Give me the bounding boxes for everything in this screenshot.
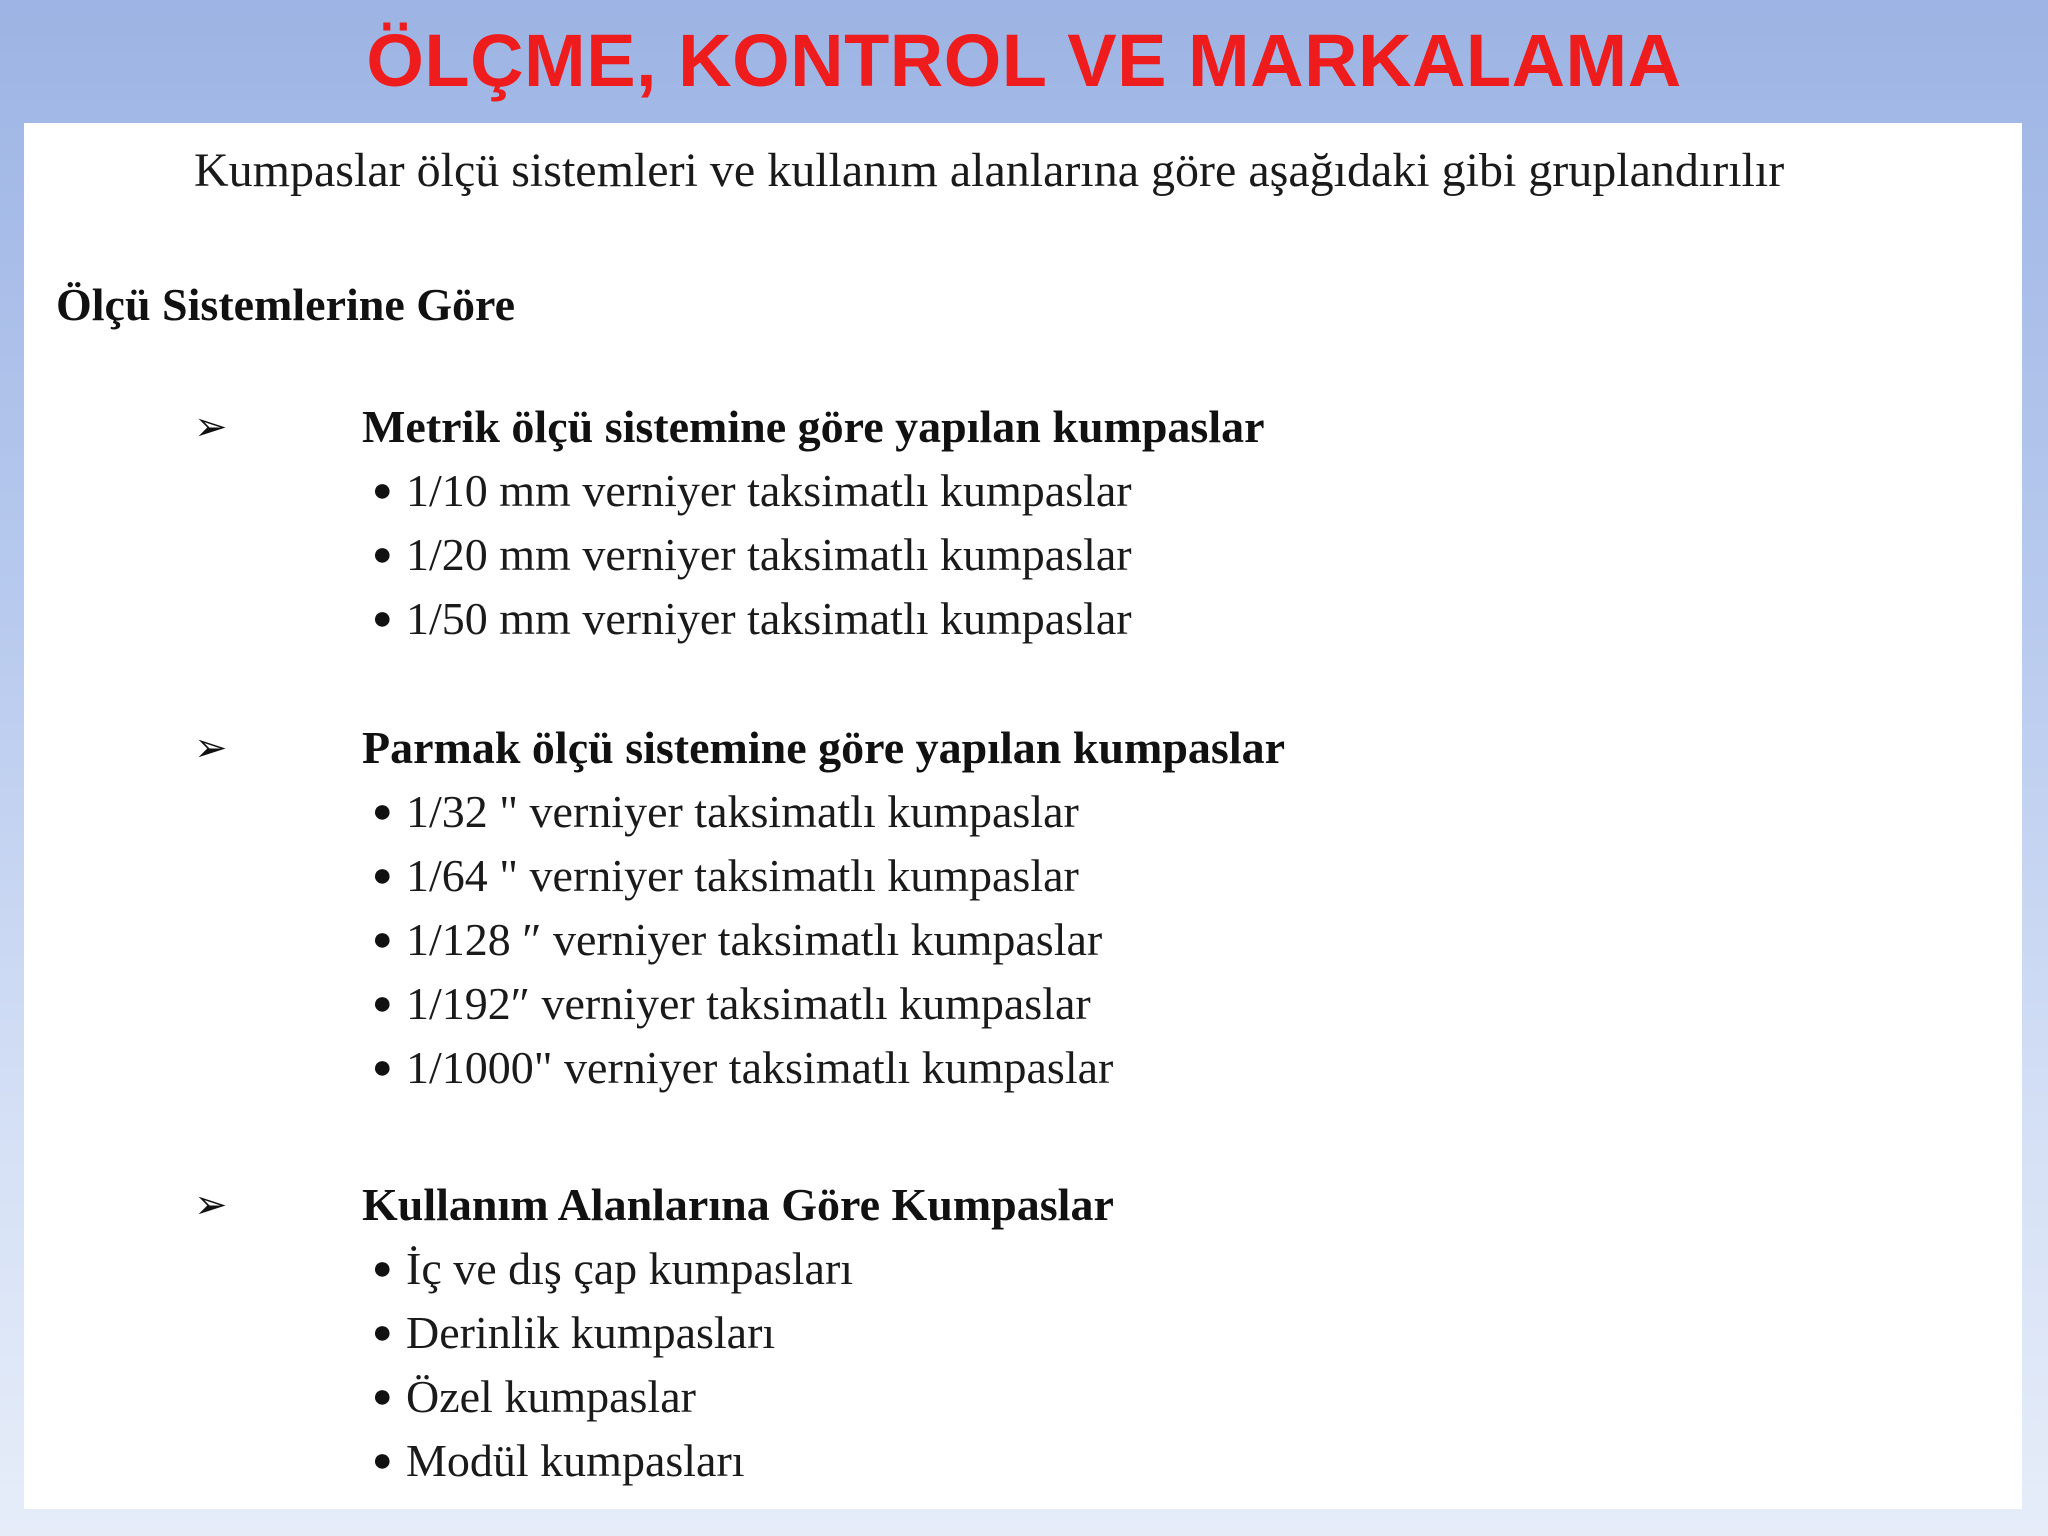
group-title: Metrik ölçü sistemine göre yapılan kumpaslar — [362, 401, 1265, 452]
group-title: Parmak ölçü sistemine göre yapılan kumpaslar — [362, 722, 1286, 773]
round-bullet-icon: ● — [372, 793, 393, 830]
arrow-bullet-icon: ➢ — [194, 404, 228, 450]
round-bullet-icon: ● — [372, 1049, 393, 1086]
round-bullet-icon: ● — [372, 921, 393, 958]
arrow-bullet-icon: ➢ — [194, 725, 228, 771]
round-bullet-icon: ● — [372, 1250, 393, 1287]
intro-text: Kumpaslar ölçü sistemleri ve kullanım alanlarına göre aşağıdaki gibi gruplandırılır — [194, 144, 1785, 197]
round-bullet-icon: ● — [372, 472, 393, 509]
round-bullet-icon: ● — [372, 536, 393, 573]
round-bullet-icon: ● — [372, 1378, 393, 1415]
round-bullet-icon: ● — [372, 1442, 393, 1479]
arrow-bullet-icon: ➢ — [194, 1182, 228, 1228]
round-bullet-icon: ● — [372, 985, 393, 1022]
round-bullet-icon: ● — [372, 1314, 393, 1351]
round-bullet-icon: ● — [372, 857, 393, 894]
slide-title: ÖLÇME, KONTROL VE MARKALAMA — [366, 19, 1682, 102]
group-title: Kullanım Alanlarına Göre Kumpaslar — [362, 1179, 1114, 1230]
content-panel: Kumpaslar ölçü sistemleri ve kullanım alanlarına göre aşağıdaki gibi gruplandırılır Ölçü Sistemlerine Göre ➢ Metrik ölçü sistemine göre yapılan kumpaslar ● 1/10 mm verniyer taksimatlı kumpaslar ● 1/20 mm verniyer taksimatlı kumpaslar ● 1/50 mm verniyer taksimatlı kumpaslar ➢ Parmak ölçü sistemine göre yapılan kumpaslar ● 1/32 " verniyer taksimatlı kumpaslar ● 1/64 " verniyer taksimatlı kumpaslar ● 1/128 ″ verniyer taksimatlı kumpaslar ● 1/192″ verniyer taksimatlı kumpaslar ● 1/1000" verniyer taksimatlı kumpaslar ➢ Kullanım Alanlarına Göre Kumpaslar ● İç ve dış çap kumpasları ● Derinlik kumpasları ● Özel kumpaslar ● Modül kumpasları — [24, 123, 2022, 1509]
section-heading: Ölçü Sistemlerine Göre — [56, 279, 516, 330]
round-bullet-icon: ● — [372, 600, 393, 637]
